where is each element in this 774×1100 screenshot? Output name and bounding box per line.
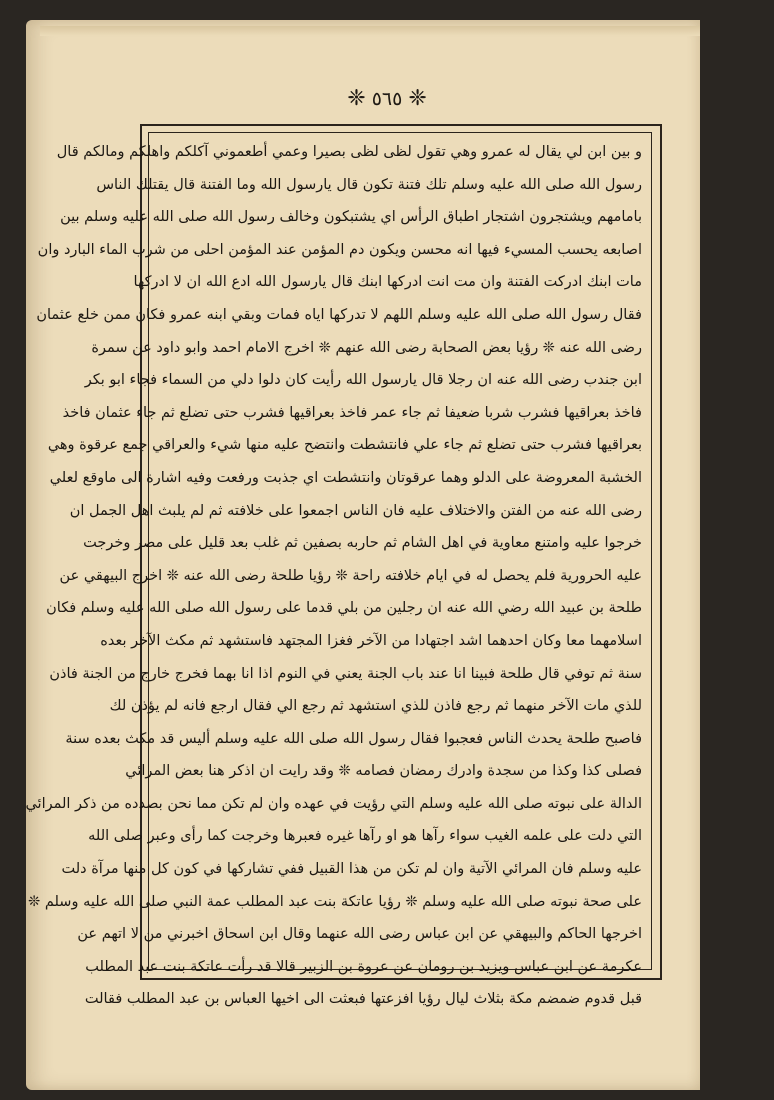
text-line: مات ابنك ادركت الفتنة وان مت انت ادركها ابنك قال يارسول الله ادع الله ان لا ادركها — [133, 274, 642, 291]
text-line: فصلى كذا وكذا من سجدة وادرك رمضان فصامه ❊ وقد رايت ان اذكر هنا بعض المرائي — [125, 763, 642, 780]
text-line: عليه وسلم فان المرائي الآتية وان لم تكن من هذا القبيل ففي تشاركها في كون كل منها مرآة دلت — [61, 861, 642, 878]
text-line: التي دلت على علمه الغيب سواء رآها هو او رآها غيره فعبرها وخرجت كما رأى وعبر صلى الله — [88, 828, 642, 845]
text-line: للذي مات الآخر منهما ثم رجع فاذن للذي استشهد ثم رجع الي فقال ارجع فانه لم يؤذن لك — [109, 698, 642, 715]
text-line: خرجوا عليه وامتنع معاوية في اهل الشام ثم حاربه بصفين ثم غلب بعد قليل على مصر وخرجت — [83, 535, 642, 552]
text-line: الخشبة المعروضة على الدلو وهما عرقوتان وانتشطت اي جذبت ورفعت وفيه اشارة الى ماوقع لعلي — [49, 469, 642, 486]
text-line: قبل قدوم ضمضم مكة بثلاث ليال رؤيا افزعتها فبعثت الى اخيها العباس بن عبد المطلب فقالت — [84, 991, 642, 1008]
text-line: بعراقيها فشرب حتى تضلع ثم جاء علي فانتشطت وانتضح عليه منها شيء والعراقي جمع عرقوة وهي — [47, 437, 642, 454]
page-top-edge — [40, 26, 700, 36]
text-line: سنة ثم توفي قال طلحة فبينا انا عند باب الجنة يعني في النوم اذا انا بهما فخرج خارج من الجنة فاذن — [49, 665, 642, 682]
text-line: طلحة بن عبيد الله رضي الله عنه ان رجلين من بلي قدما على رسول الله صلى الله عليه وسلم فكان — [46, 600, 642, 617]
text-line: و بين ابن لي يقال له عمرو وهي تقول لظى لظى بصيرا وعمي أطعموني آكلكم واهلكم ومالكم قال — [56, 144, 642, 160]
text-line: على صحة نبوته صلى الله عليه وسلم ❊ رؤيا عاتكة بنت عبد المطلب عمة النبي صلى الله عليه وسلم ❊ — [28, 893, 642, 910]
text-line: عكرمة عن ابن عباس ويزيد بن رومان عن عروة بن الزبير قالا قد رأت عاتكة بنت عبد المطلب — [85, 958, 642, 975]
ornament-left-icon: ❈ — [347, 86, 366, 111]
text-line: فقال رسول الله صلى الله عليه وسلم اللهم لا تدركها اياه فمات وبقي ابنه عمرو فكان ممن خلع عثمان — [36, 306, 642, 323]
text-block — [25, 136, 646, 1008]
text-line: اصابعه يحسب المسيء فيها انه محسن ويكون دم المؤمن عند المؤمن احلى من شرب الماء البارد وان — [37, 241, 642, 258]
text-line: ابن جندب رضى الله عنه ان رجلا قال يارسول الله رأيت كان دلوا دلي من السماء فجاء ابو بكر — [84, 372, 642, 389]
text-line: عليه الحرورية فلم يحصل له في ايام خلافته راحة ❊ رؤيا طلحة رضى الله عنه ❊ اخرج البيهقي عن — [59, 567, 642, 584]
text-line: رسول الله صلى الله عليه وسلم تلك فتنة تكون قال يارسول الله وما الفتنة قال يقتلك الناس — [96, 176, 642, 193]
text-line: رضى الله عنه من الفتن والاختلاف عليه فان الناس اجمعوا على خلافته ثم لم يلبث اهل الجمل ان — [69, 502, 642, 519]
text-line: اسلامهما معا وكان احدهما اشد اجتهادا من الآخر فغزا المجتهد فاستشهد ثم مكث الآخر بعده — [100, 632, 642, 649]
text-line: رضى الله عنه ❊ رؤيا بعض الصحابة رضى الله عنهم ❊ اخرج الامام احمد وابو داود عن سمرة — [91, 339, 642, 356]
page-header — [0, 88, 774, 110]
text-line: فاصبح طلحة يحدث الناس فعجبوا فقال رسول الله صلى الله عليه وسلم أليس قد مكث بعده سنة — [65, 730, 642, 747]
ornament-right-icon: ❈ — [408, 86, 427, 111]
text-line: فاخذ بعراقيها فشرب شربا ضعيفا ثم جاء عمر فاخذ بعراقيها فشرب حتى تضلع ثم جاء عثمان فاخذ — [62, 404, 642, 421]
text-line: اخرجها الحاكم والبيهقي عن ابن عباس رضى الله عنهما وقال ابن اسحاق اخبرني من لا اتهم عن — [77, 926, 642, 943]
text-line: بامامهم ويشتجرون اشتجار اطباق الرأس اي يشتبكون وخالف رسول الله صلى الله عليه وسلم بين — [60, 209, 642, 226]
page-number: ٥٦٥ — [371, 88, 403, 110]
text-line: الدالة على نبوته صلى الله عليه وسلم التي رؤيت في عهده وان لم تكن مما نحن بصدده من ذكر المرائي — [25, 795, 642, 812]
